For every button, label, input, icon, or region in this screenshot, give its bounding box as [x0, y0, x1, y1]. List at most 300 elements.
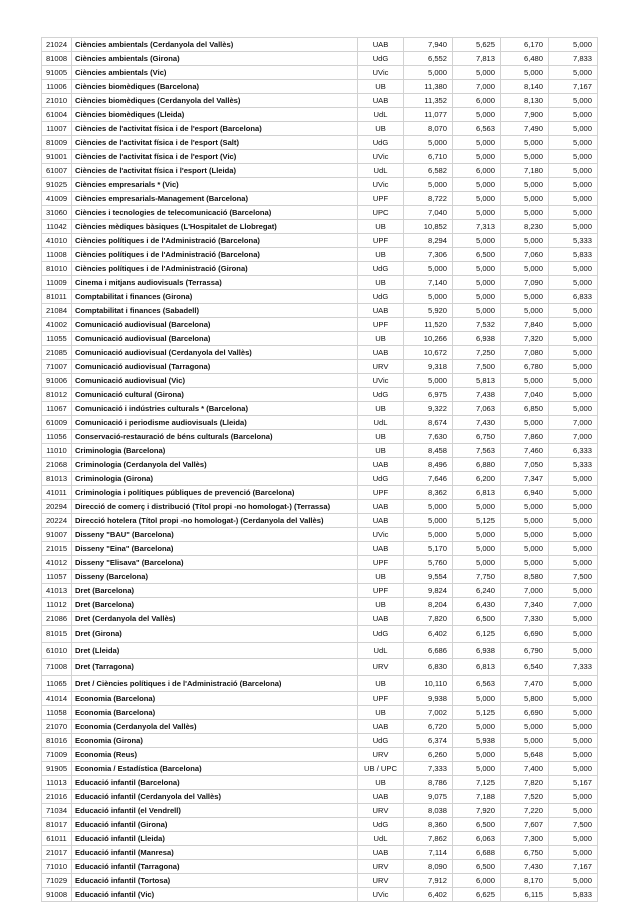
program-code-cell: 71029 [42, 874, 72, 888]
program-name-cell: Comptabilitat i finances (Girona) [72, 290, 358, 304]
mark-cell-3: 5,000 [501, 374, 549, 388]
table-row [42, 38, 598, 52]
table-row [42, 748, 598, 762]
mark-cell-2: 6,125 [453, 626, 501, 643]
mark-cell-1: 6,402 [404, 626, 453, 643]
mark-cell-1: 5,000 [404, 374, 453, 388]
program-name-cell: Criminologia (Cerdanyola del Vallès) [72, 458, 358, 472]
mark-cell-4: 5,000 [549, 612, 598, 626]
university-cell: UAB [358, 500, 404, 514]
table-row [42, 360, 598, 374]
mark-cell-2: 5,000 [453, 136, 501, 150]
table-row [42, 178, 598, 192]
mark-cell-2: 6,000 [453, 94, 501, 108]
program-code-cell: 11057 [42, 570, 72, 584]
table-row [42, 52, 598, 66]
mark-cell-4: 5,000 [549, 122, 598, 136]
program-name-cell: Disseny (Barcelona) [72, 570, 358, 584]
mark-cell-2: 6,938 [453, 642, 501, 659]
mark-cell-2: 5,000 [453, 66, 501, 80]
table-row [42, 500, 598, 514]
table-row [42, 846, 598, 860]
program-name-cell: Direcció hotelera (Títol propi -no homologat-) (Cerdanyola del Vallès) [72, 514, 358, 528]
mark-cell-3: 7,347 [501, 472, 549, 486]
mark-cell-4: 5,000 [549, 402, 598, 416]
mark-cell-2: 5,000 [453, 542, 501, 556]
mark-cell-4: 7,000 [549, 598, 598, 612]
table-row [42, 570, 598, 584]
mark-cell-3: 7,860 [501, 430, 549, 444]
mark-cell-3: 5,000 [501, 514, 549, 528]
mark-cell-3: 5,000 [501, 416, 549, 430]
mark-cell-2: 7,563 [453, 444, 501, 458]
mark-cell-1: 9,554 [404, 570, 453, 584]
mark-cell-3: 7,180 [501, 164, 549, 178]
mark-cell-1: 5,000 [404, 290, 453, 304]
mark-cell-4: 5,833 [549, 888, 598, 902]
program-code-cell: 11042 [42, 220, 72, 234]
table-row [42, 206, 598, 220]
mark-cell-4: 5,000 [549, 304, 598, 318]
mark-cell-3: 5,000 [501, 66, 549, 80]
program-name-cell: Comunicació i periodisme audiovisuals (Lleida) [72, 416, 358, 430]
program-name-cell: Ciències mèdiques bàsiques (L'Hospitalet de Llobregat) [72, 220, 358, 234]
mark-cell-2: 5,125 [453, 514, 501, 528]
university-cell: URV [358, 874, 404, 888]
mark-cell-3: 6,690 [501, 706, 549, 720]
table-row [42, 734, 598, 748]
mark-cell-3: 7,320 [501, 332, 549, 346]
program-name-cell: Comunicació i indústries culturals * (Barcelona) [72, 402, 358, 416]
mark-cell-4: 5,000 [549, 874, 598, 888]
mark-cell-4: 5,000 [549, 374, 598, 388]
program-code-cell: 81013 [42, 472, 72, 486]
mark-cell-3: 7,330 [501, 612, 549, 626]
program-code-cell: 81008 [42, 52, 72, 66]
mark-cell-4: 5,000 [549, 500, 598, 514]
mark-cell-2: 5,000 [453, 150, 501, 164]
university-cell: UPF [358, 234, 404, 248]
program-code-cell: 11056 [42, 430, 72, 444]
mark-cell-1: 9,824 [404, 584, 453, 598]
mark-cell-4: 5,000 [549, 584, 598, 598]
mark-cell-1: 10,852 [404, 220, 453, 234]
program-code-cell: 61007 [42, 164, 72, 178]
university-cell: UVic [358, 150, 404, 164]
mark-cell-3: 5,000 [501, 556, 549, 570]
mark-cell-2: 5,000 [453, 108, 501, 122]
program-code-cell: 11013 [42, 776, 72, 790]
program-name-cell: Educació infantil (Tarragona) [72, 860, 358, 874]
program-code-cell: 11067 [42, 402, 72, 416]
university-cell: UB [358, 430, 404, 444]
mark-cell-3: 5,000 [501, 528, 549, 542]
table-row [42, 430, 598, 444]
mark-cell-1: 5,000 [404, 178, 453, 192]
program-name-cell: Ciències de l'activitat física i de l'esport (Barcelona) [72, 122, 358, 136]
university-cell: UAB [358, 612, 404, 626]
table-row [42, 776, 598, 790]
program-code-cell: 91008 [42, 888, 72, 902]
mark-cell-1: 8,362 [404, 486, 453, 500]
mark-cell-1: 5,000 [404, 66, 453, 80]
university-cell: UPF [358, 318, 404, 332]
mark-cell-2: 5,625 [453, 38, 501, 52]
mark-cell-4: 7,500 [549, 818, 598, 832]
program-name-cell: Ciències de l'activitat física i l'esport (Lleida) [72, 164, 358, 178]
program-name-cell: Educació infantil (Manresa) [72, 846, 358, 860]
mark-cell-1: 7,940 [404, 38, 453, 52]
program-code-cell: 21070 [42, 720, 72, 734]
program-code-cell: 41010 [42, 234, 72, 248]
mark-cell-3: 5,000 [501, 192, 549, 206]
program-name-cell: Comunicació cultural (Girona) [72, 388, 358, 402]
program-name-cell: Ciències polítiques i de l'Administració (Barcelona) [72, 248, 358, 262]
program-name-cell: Disseny "Elisava" (Barcelona) [72, 556, 358, 570]
university-cell: UdL [358, 108, 404, 122]
table-row [42, 444, 598, 458]
university-cell: UAB [358, 846, 404, 860]
mark-cell-3: 6,170 [501, 38, 549, 52]
mark-cell-2: 5,000 [453, 192, 501, 206]
university-cell: UAB [358, 38, 404, 52]
program-code-cell: 81015 [42, 626, 72, 643]
mark-cell-3: 5,000 [501, 206, 549, 220]
mark-cell-1: 5,760 [404, 556, 453, 570]
university-cell: UB [358, 122, 404, 136]
mark-cell-1: 8,038 [404, 804, 453, 818]
university-cell: URV [358, 748, 404, 762]
mark-cell-4: 7,000 [549, 416, 598, 430]
table-row [42, 720, 598, 734]
table-row [42, 276, 598, 290]
mark-cell-1: 6,686 [404, 642, 453, 659]
program-name-cell: Conservació-restauració de béns culturals (Barcelona) [72, 430, 358, 444]
mark-cell-3: 5,648 [501, 748, 549, 762]
mark-cell-1: 9,938 [404, 692, 453, 706]
university-cell: UB [358, 402, 404, 416]
university-cell: UdG [358, 52, 404, 66]
program-name-cell: Disseny "BAU" (Barcelona) [72, 528, 358, 542]
program-code-cell: 71008 [42, 659, 72, 676]
mark-cell-3: 7,900 [501, 108, 549, 122]
program-code-cell: 41014 [42, 692, 72, 706]
university-cell: UAB [358, 458, 404, 472]
mark-cell-3: 5,800 [501, 692, 549, 706]
program-code-cell: 21016 [42, 790, 72, 804]
program-name-cell: Ciències polítiques i de l'Administració (Girona) [72, 262, 358, 276]
university-cell: UdG [358, 136, 404, 150]
university-cell: UVic [358, 178, 404, 192]
table-row [42, 626, 598, 643]
program-name-cell: Dret (Barcelona) [72, 584, 358, 598]
table-row [42, 262, 598, 276]
program-code-cell: 91006 [42, 374, 72, 388]
mark-cell-4: 5,000 [549, 692, 598, 706]
mark-cell-1: 9,318 [404, 360, 453, 374]
mark-cell-1: 11,352 [404, 94, 453, 108]
mark-cell-4: 5,000 [549, 318, 598, 332]
mark-cell-4: 5,000 [549, 486, 598, 500]
program-name-cell: Dret / Ciències polítiques i de l'Administració (Barcelona) [72, 675, 358, 692]
university-cell: UPF [358, 692, 404, 706]
program-code-cell: 91007 [42, 528, 72, 542]
mark-cell-2: 5,000 [453, 720, 501, 734]
program-code-cell: 91001 [42, 150, 72, 164]
mark-cell-4: 5,000 [549, 206, 598, 220]
table-row [42, 220, 598, 234]
mark-cell-3: 6,690 [501, 626, 549, 643]
table-row [42, 94, 598, 108]
mark-cell-2: 6,500 [453, 818, 501, 832]
mark-cell-2: 7,063 [453, 402, 501, 416]
program-name-cell: Comunicació audiovisual (Tarragona) [72, 360, 358, 374]
university-cell: UAB [358, 94, 404, 108]
program-code-cell: 81009 [42, 136, 72, 150]
mark-cell-4: 5,000 [549, 846, 598, 860]
program-code-cell: 31060 [42, 206, 72, 220]
mark-cell-4: 5,333 [549, 234, 598, 248]
university-cell: UAB [358, 720, 404, 734]
program-name-cell: Comunicació audiovisual (Barcelona) [72, 318, 358, 332]
mark-cell-2: 7,920 [453, 804, 501, 818]
mark-cell-1: 11,520 [404, 318, 453, 332]
mark-cell-4: 7,000 [549, 430, 598, 444]
table-row [42, 675, 598, 692]
program-code-cell: 21084 [42, 304, 72, 318]
mark-cell-2: 7,250 [453, 346, 501, 360]
program-name-cell: Comptabilitat i finances (Sabadell) [72, 304, 358, 318]
mark-cell-3: 5,000 [501, 150, 549, 164]
table-row [42, 290, 598, 304]
program-code-cell: 21086 [42, 612, 72, 626]
table-row [42, 659, 598, 676]
mark-cell-3: 5,000 [501, 290, 549, 304]
table-row [42, 136, 598, 150]
program-code-cell: 91005 [42, 66, 72, 80]
table-row [42, 486, 598, 500]
mark-cell-3: 7,220 [501, 804, 549, 818]
program-code-cell: 91025 [42, 178, 72, 192]
program-name-cell: Disseny "Eina" (Barcelona) [72, 542, 358, 556]
mark-cell-2: 7,813 [453, 52, 501, 66]
mark-cell-2: 6,938 [453, 332, 501, 346]
program-name-cell: Economia (Girona) [72, 734, 358, 748]
mark-cell-2: 7,532 [453, 318, 501, 332]
program-name-cell: Direcció de comerç i distribució (Títol propi -no homologat-) (Terrassa) [72, 500, 358, 514]
program-code-cell: 11058 [42, 706, 72, 720]
table-row [42, 874, 598, 888]
mark-cell-1: 7,140 [404, 276, 453, 290]
mark-cell-1: 11,380 [404, 80, 453, 94]
program-name-cell: Ciències ambientals (Girona) [72, 52, 358, 66]
program-code-cell: 61009 [42, 416, 72, 430]
program-name-cell: Economia (Cerdanyola del Vallès) [72, 720, 358, 734]
table-row [42, 804, 598, 818]
university-cell: URV [358, 659, 404, 676]
program-code-cell: 11065 [42, 675, 72, 692]
table-row [42, 598, 598, 612]
table-row [42, 416, 598, 430]
mark-cell-4: 5,000 [549, 332, 598, 346]
program-code-cell: 11006 [42, 80, 72, 94]
mark-cell-2: 7,000 [453, 80, 501, 94]
program-code-cell: 11009 [42, 276, 72, 290]
mark-cell-2: 5,125 [453, 706, 501, 720]
mark-cell-2: 6,625 [453, 888, 501, 902]
mark-cell-3: 7,607 [501, 818, 549, 832]
university-cell: UB [358, 776, 404, 790]
program-name-cell: Ciències empresarials * (Vic) [72, 178, 358, 192]
mark-cell-3: 5,000 [501, 720, 549, 734]
program-name-cell: Educació infantil (el Vendrell) [72, 804, 358, 818]
mark-cell-2: 5,000 [453, 500, 501, 514]
mark-cell-1: 6,830 [404, 659, 453, 676]
program-code-cell: 61010 [42, 642, 72, 659]
table-row [42, 556, 598, 570]
cutoff-marks-table [41, 37, 598, 902]
mark-cell-2: 5,000 [453, 304, 501, 318]
university-cell: UB [358, 675, 404, 692]
mark-cell-1: 6,710 [404, 150, 453, 164]
mark-cell-4: 5,000 [549, 276, 598, 290]
mark-cell-1: 5,000 [404, 136, 453, 150]
mark-cell-2: 5,938 [453, 734, 501, 748]
mark-cell-4: 5,000 [549, 626, 598, 643]
mark-cell-2: 6,063 [453, 832, 501, 846]
mark-cell-2: 5,000 [453, 692, 501, 706]
mark-cell-2: 6,500 [453, 248, 501, 262]
mark-cell-2: 7,750 [453, 570, 501, 584]
program-name-cell: Ciències ambientals (Vic) [72, 66, 358, 80]
mark-cell-2: 7,500 [453, 360, 501, 374]
mark-cell-3: 7,050 [501, 458, 549, 472]
mark-cell-1: 5,000 [404, 500, 453, 514]
program-code-cell: 91905 [42, 762, 72, 776]
mark-cell-2: 5,000 [453, 556, 501, 570]
table-row [42, 790, 598, 804]
program-name-cell: Economia (Barcelona) [72, 706, 358, 720]
mark-cell-2: 6,000 [453, 874, 501, 888]
mark-cell-4: 7,167 [549, 860, 598, 874]
mark-cell-3: 7,090 [501, 276, 549, 290]
program-name-cell: Ciències biomèdiques (Cerdanyola del Vallès) [72, 94, 358, 108]
table-row [42, 458, 598, 472]
university-cell: UB [358, 248, 404, 262]
mark-cell-4: 5,000 [549, 832, 598, 846]
university-cell: URV [358, 804, 404, 818]
mark-cell-1: 6,975 [404, 388, 453, 402]
mark-cell-1: 7,862 [404, 832, 453, 846]
table-row [42, 542, 598, 556]
table-row [42, 332, 598, 346]
mark-cell-2: 7,188 [453, 790, 501, 804]
mark-cell-1: 5,920 [404, 304, 453, 318]
university-cell: UB / UPC [358, 762, 404, 776]
mark-cell-2: 6,563 [453, 675, 501, 692]
mark-cell-3: 8,580 [501, 570, 549, 584]
mark-cell-3: 7,040 [501, 388, 549, 402]
program-code-cell: 21085 [42, 346, 72, 360]
university-cell: UPF [358, 584, 404, 598]
mark-cell-4: 5,000 [549, 150, 598, 164]
mark-cell-1: 10,672 [404, 346, 453, 360]
table-row [42, 304, 598, 318]
university-cell: UdG [358, 388, 404, 402]
mark-cell-4: 6,333 [549, 444, 598, 458]
university-cell: UPF [358, 192, 404, 206]
mark-cell-3: 5,000 [501, 500, 549, 514]
table-row [42, 860, 598, 874]
mark-cell-3: 6,750 [501, 846, 549, 860]
program-name-cell: Economia (Barcelona) [72, 692, 358, 706]
mark-cell-2: 6,880 [453, 458, 501, 472]
university-cell: URV [358, 860, 404, 874]
program-code-cell: 71034 [42, 804, 72, 818]
mark-cell-1: 11,077 [404, 108, 453, 122]
table-row [42, 164, 598, 178]
mark-cell-2: 6,430 [453, 598, 501, 612]
mark-cell-3: 5,000 [501, 234, 549, 248]
mark-cell-3: 7,820 [501, 776, 549, 790]
mark-cell-1: 8,070 [404, 122, 453, 136]
mark-cell-1: 6,720 [404, 720, 453, 734]
table-row [42, 402, 598, 416]
mark-cell-3: 6,850 [501, 402, 549, 416]
university-cell: UB [358, 80, 404, 94]
program-code-cell: 41002 [42, 318, 72, 332]
program-code-cell: 11010 [42, 444, 72, 458]
mark-cell-1: 8,204 [404, 598, 453, 612]
mark-cell-1: 7,002 [404, 706, 453, 720]
mark-cell-2: 6,000 [453, 164, 501, 178]
program-name-cell: Dret (Lleida) [72, 642, 358, 659]
program-name-cell: Educació infantil (Barcelona) [72, 776, 358, 790]
mark-cell-3: 5,000 [501, 542, 549, 556]
program-code-cell: 11008 [42, 248, 72, 262]
mark-cell-2: 5,000 [453, 748, 501, 762]
mark-cell-4: 5,833 [549, 248, 598, 262]
mark-cell-2: 7,438 [453, 388, 501, 402]
mark-cell-4: 7,167 [549, 80, 598, 94]
mark-cell-3: 6,480 [501, 52, 549, 66]
mark-cell-1: 7,912 [404, 874, 453, 888]
program-name-cell: Cinema i mitjans audiovisuals (Terrassa) [72, 276, 358, 290]
mark-cell-1: 8,360 [404, 818, 453, 832]
mark-cell-4: 5,000 [549, 528, 598, 542]
university-cell: UB [358, 276, 404, 290]
mark-cell-1: 5,000 [404, 528, 453, 542]
program-code-cell: 41011 [42, 486, 72, 500]
table-row [42, 346, 598, 360]
university-cell: UdG [358, 290, 404, 304]
mark-cell-3: 7,400 [501, 762, 549, 776]
program-name-cell: Ciències empresarials-Management (Barcelona) [72, 192, 358, 206]
mark-cell-4: 5,000 [549, 164, 598, 178]
program-name-cell: Ciències polítiques i de l'Administració (Barcelona) [72, 234, 358, 248]
table-body [42, 38, 598, 902]
mark-cell-1: 6,402 [404, 888, 453, 902]
mark-cell-4: 5,000 [549, 790, 598, 804]
mark-cell-3: 5,000 [501, 734, 549, 748]
mark-cell-1: 7,646 [404, 472, 453, 486]
program-code-cell: 21010 [42, 94, 72, 108]
mark-cell-3: 5,000 [501, 178, 549, 192]
mark-cell-2: 6,500 [453, 860, 501, 874]
mark-cell-3: 6,540 [501, 659, 549, 676]
program-code-cell: 41012 [42, 556, 72, 570]
mark-cell-1: 7,333 [404, 762, 453, 776]
